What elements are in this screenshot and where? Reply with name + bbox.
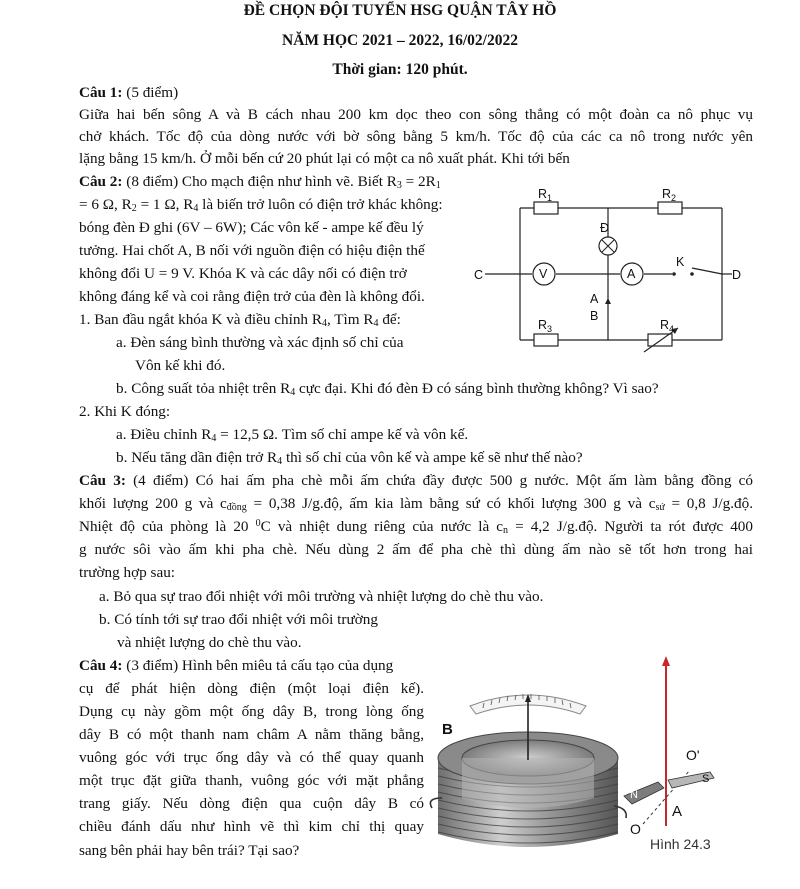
q2-line-6: không đáng kể và coi rằng điện trở của đèn là không đổi. [79,288,425,305]
q3-line-4: g nước sôi vào ấm khi pha chè. Nếu dùng 2 ấm để pha chè thì dùng ấm nào sẽ tốt hơn trong hai [79,541,753,558]
q1-line-1: Giữa hai bến sông A và B cách nhau 200 km dọc theo con sông thẳng có một đoàn ca nô phục vụ [79,106,753,123]
q3-line-3: Nhiệt độ của phòng là 20 $^0$C và nhiệt dung riêng của nước là $c_n = 4,2$ J/g.độ. Người ta rót được 400 [79,518,753,536]
q2-line-5: không đổi U = 9 V. Khóa K và các dây nối có điện trở [79,265,407,282]
q2-line-1: Câu 2: (8 điểm) Cho mạch điện như hình vẽ. Biết $R_3 = 2R_1$ [79,173,441,191]
q2-part-2: 2. Khi K đóng: [79,403,171,420]
rheostat-r4 [648,334,672,346]
label-r1: $R_1$ [538,187,553,203]
q2-line-2: = 6 Ω, $R_2 = 1$ Ω, $R_4$ là biến trở luôn có điện trở khác không: [79,196,443,214]
galvanometer-figure [428,648,750,858]
q4-line-1: Câu 4: (3 điểm) Hình bên miêu tả cấu tạo của dụng [79,657,394,674]
q4-line-7: trang giấy. Nếu dòng điện qua cuộn dây B có [79,795,424,812]
label-magnet-a: A [672,803,683,820]
label-s: S [702,773,710,785]
figure-caption: Hình 24.3 [650,836,711,852]
q4-line-5: vuông góc với trục ống dây và có thể quay quanh [79,749,424,766]
label-d: D [732,268,742,282]
label-ammeter: A [627,267,636,281]
q3-part-b-line-2: và nhiệt lượng do chè thu vào. [117,634,302,651]
q2-part-1: 1. Ban đầu ngắt khóa K và điều chỉnh $R_4$, Tìm $R_4$ để: [79,311,401,329]
label-n: N [630,789,638,801]
resistor-r1 [534,202,558,214]
label-r2: $R_2$ [662,187,677,203]
exam-year: NĂM HỌC 2021 – 2022, 16/02/2022 [282,32,518,49]
lamp-icon [599,237,617,255]
q2-line-4: tưởng. Hai chốt A, B nối với nguồn điện có hiệu điện thế [79,242,425,259]
q2-part-1a-line-1: a. Đèn sáng bình thường và xác định số chỉ của [116,334,404,351]
exam-time: Thời gian: 120 phút. [332,61,468,78]
q4-line-2: cụ để phát hiện dòng điện (một loại điện kế). [79,680,424,697]
circuit-diagram [470,186,750,362]
label-switch-k: K [676,255,685,269]
q4-line-3: Dụng cụ này gồm một ống dây B, trong lòng ống [79,703,424,720]
q1-line-3: lặng bằng 15 km/h. Ở mỗi bến cứ 20 phút lại có một ca nô xuất phát. Khi tới bến [79,150,570,167]
q4-line-6: một trục đặt giữa thanh, vuông góc với mặt phẳng [79,772,424,789]
label-voltmeter: V [539,267,548,281]
q2-line-3: bóng đèn Đ ghi (6V – 6W); Các vôn kế - ampe kế đều lý [79,219,424,236]
q1-line-2: chở khách. Tốc độ của dòng nước với bờ sông bằng 5 km/h. Tốc độ của các ca nô trong nước yên [79,128,753,145]
q3-line-1: Câu 3: (4 điểm) Có hai ấm pha chè mỗi ấm chứa đầy được 500 g nước. Một ấm làm bằng đồng có [79,472,753,489]
exam-title: ĐỀ CHỌN ĐỘI TUYỂN HSG QUẬN TÂY HỒ [243,2,557,19]
q4-line-4: dây B có một thanh nam châm A nằm thăng bằng, [79,726,424,743]
label-coil-b: B [442,721,453,738]
label-r4: $R_4$ [660,318,675,334]
q2-part-2b: b. Nếu tăng dần điện trở $R_4$ thì số chỉ của vôn kế và ampe kế sẽ như thế nào? [116,449,583,467]
q2-part-1a-line-2: Vôn kế khi đó. [135,357,226,374]
q3-part-b-line-1: b. Có tính tới sự trao đổi nhiệt với môi trường [99,611,378,628]
q2-part-1b: b. Công suất tỏa nhiệt trên $R_4$ cực đại. Khi đó đèn Đ có sáng bình thường không? Vì sao? [116,380,659,398]
label-o: O [630,821,641,837]
q2-part-2a: a. Điều chỉnh $R_4 = 12,5$ Ω. Tìm số chỉ ampe kế và vôn kế. [116,426,469,444]
q1-heading: Câu 1: (5 điểm) [79,84,179,101]
q3-line-5: trường hợp sau: [79,564,176,581]
q4-line-8: chiều đánh dấu như hình vẽ thì kim chỉ thị quay [79,818,424,835]
q3-line-2: khối lượng 200 g và $c_{đồng} = 0,38$ J/g.độ, ấm kia làm bằng sứ có khối lượng 300 g và $c_{sứ} = 0,8$ J/g.độ. [79,495,754,513]
label-r3: $R_3$ [538,318,553,334]
label-a: A [590,292,599,306]
label-lamp: Đ [600,221,610,235]
q3-part-a: a. Bỏ qua sự trao đổi nhiệt với môi trường và nhiệt lượng do chè thu vào. [99,588,544,605]
label-c: C [474,268,484,282]
q4-line-9: sang bên phải hay bên trái? Tại sao? [79,842,300,859]
label-b: B [590,309,599,323]
resistor-r3 [534,334,558,346]
resistor-r2 [658,202,682,214]
label-o-prime: O' [686,747,700,763]
